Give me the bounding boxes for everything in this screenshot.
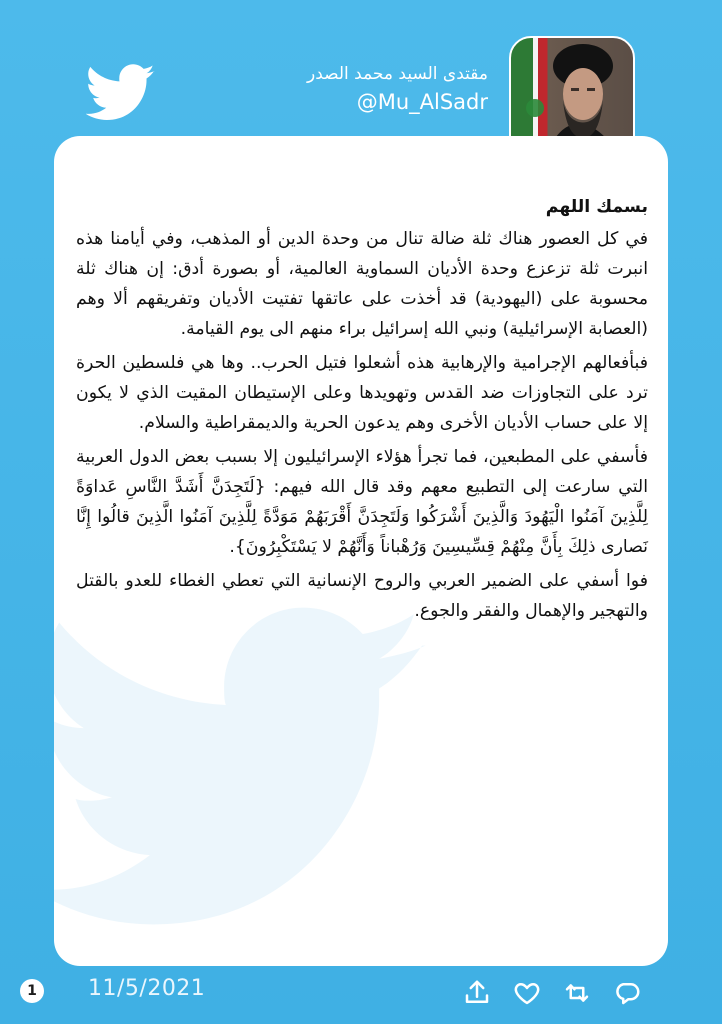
share-icon (462, 978, 492, 1008)
tweet-card (54, 136, 668, 966)
tweet-date: 11/5/2021 (88, 976, 206, 1001)
retweet-button[interactable] (562, 978, 592, 1008)
twitter-bird-icon (86, 64, 156, 122)
footer (0, 968, 722, 1024)
tweet-paragraph: فوا أسفي على الضمير العربي والروح الإنسانية التي تعطي الغطاء للعدو بالقتل والتهجير والإهمال والفقر والجوع. (76, 571, 648, 621)
like-heart-icon (512, 978, 542, 1008)
tweet-actions (462, 978, 642, 1008)
tweet-paragraph: فأسفي على المطبعين، فما تجرأ هؤلاء الإسرائيليون إلا بسبب بعض الدول العربية التي سارعت إلى التطبيع معهم وقد قال الله فيهم: {لَتَجِدَنَّ أَشَدَّ النَّاسِ عَداوَةً لِلَّذِينَ آمَنُوا الْيَهُودَ وَالَّذِينَ أَشْرَكُوا وَلَتَجِدَنَّ أَقْرَبَهُمْ مَوَدَّةً لِلَّذِينَ آمَنُوا الَّذِينَ قالُوا إِنَّا نَصارى ذلِكَ بِأَنَّ مِنْهُمْ قِسِّيسِينَ وَرُهْباناً وَأَنَّهُمْ لا يَسْتَكْبِرُونَ}. (76, 447, 648, 557)
share-button[interactable] (462, 978, 492, 1008)
page-number-badge: 1 (20, 979, 44, 1003)
display-name: مقتدى السيد محمد الصدر (306, 64, 488, 84)
retweet-icon (562, 978, 592, 1008)
reply-button[interactable] (612, 978, 642, 1008)
tweet-text (76, 192, 648, 630)
tweet-paragraph: فبأفعالهم الإجرامية والإرهابية هذه أشعلوا فتيل الحرب.. وها هي فلسطين الحرة ترد على التجاوزات ضد القدس وتهويدها وعلى الإستيطان المقيت الذي لا يكون إلا على حساب الأديان الأخرى وهم يدعون الحرية والديمقراطية والسلام. (76, 353, 648, 433)
tweet-greeting: بسمك اللهم (545, 197, 648, 217)
account-handle[interactable]: @Mu_AlSadr (356, 90, 488, 114)
reply-icon (612, 978, 642, 1008)
twitter-bird-watermark-icon (54, 606, 444, 936)
account-info (307, 62, 488, 116)
tweet-paragraph: في كل العصور هناك ثلة ضالة تنال من وحدة الدين أو المذهب، وفي أيامنا هذه انبرت ثلة تزعزع وحدة الأديان السماوية العالمية، أو بصورة أدق: إن هناك ثلة محسوبة على (اليهودية) قد أخذت على عاتقها تفتيت الأديان وتفريقهم ألا وهم (العصابة الإسرائيلية) ونبي الله إسرائيل براء منهم الى يوم القيامة. (76, 229, 648, 339)
like-button[interactable] (512, 978, 542, 1008)
